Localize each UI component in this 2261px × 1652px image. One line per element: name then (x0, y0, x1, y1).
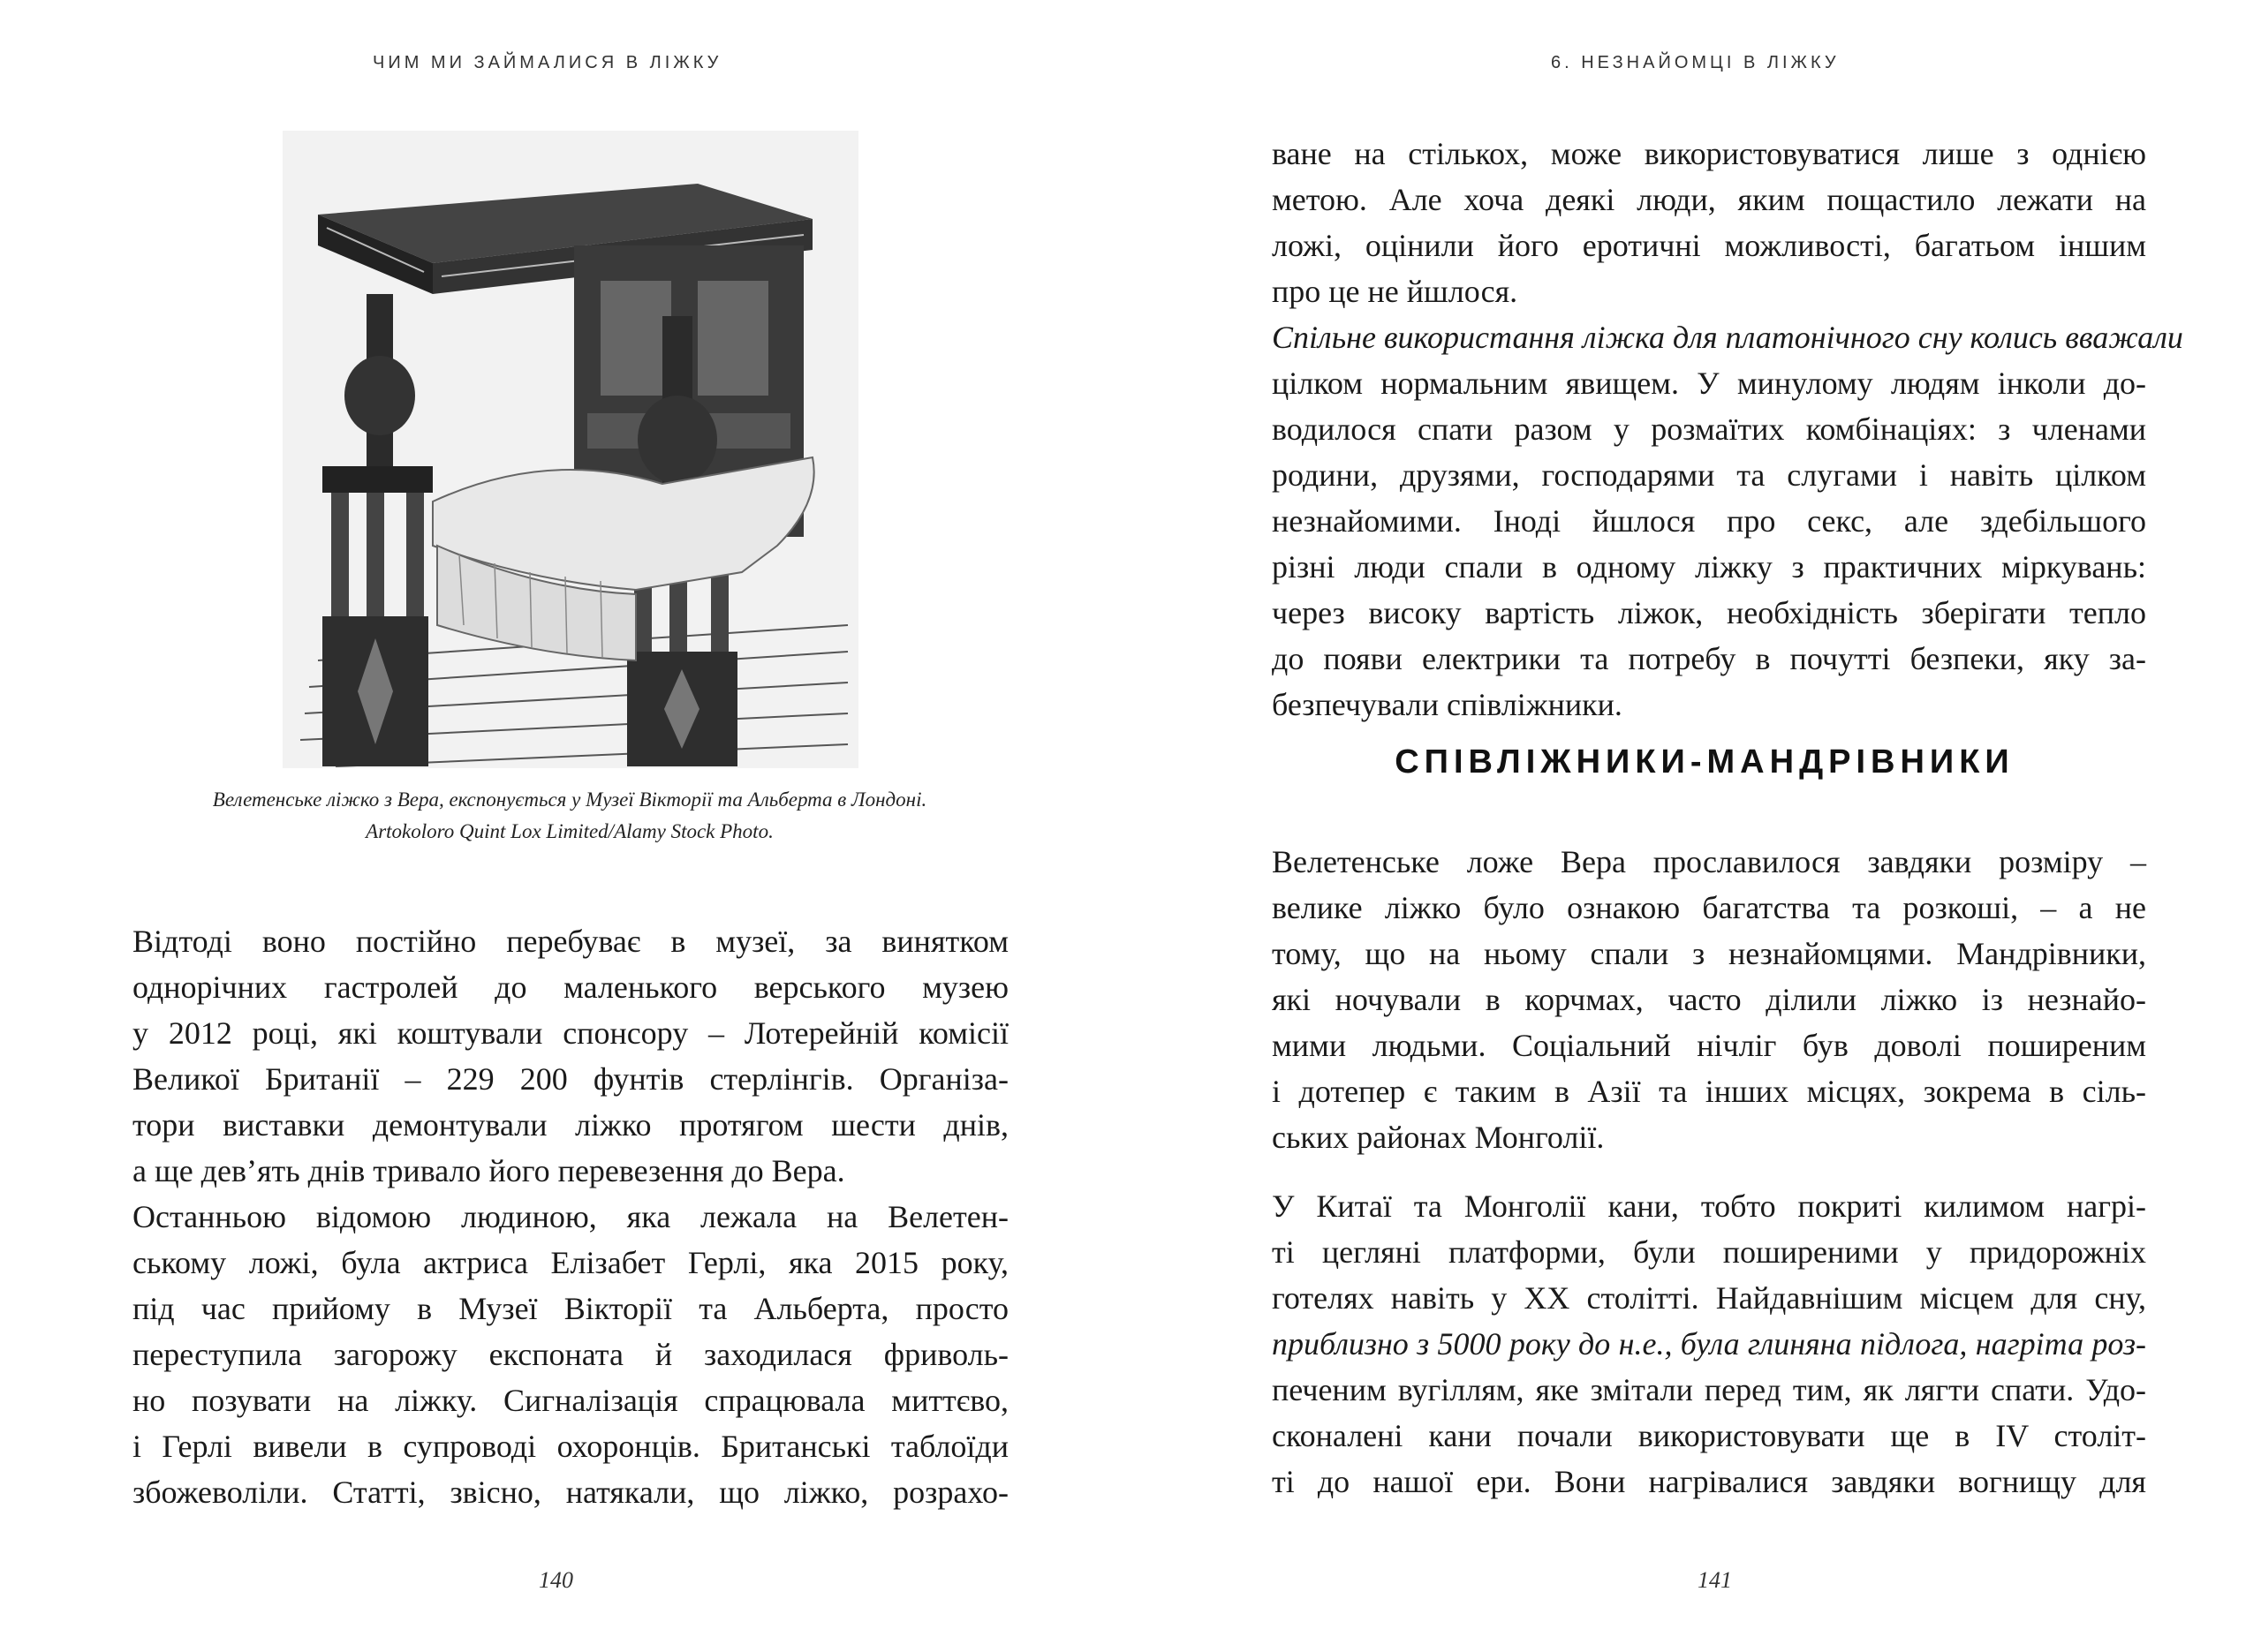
text-line: водилося спати разом у розмаїтих комбінаціях: з членами (1272, 411, 2146, 447)
paragraph (132, 1194, 1009, 1515)
text-line: ті до нашої ери. Вони нагрівалися завдяки вогнищу для (1272, 1464, 2146, 1499)
text-line: У Китаї та Монголії кани, тобто покриті килимом нагрі- (1272, 1188, 2146, 1224)
bed-illustration (283, 131, 858, 768)
text-line: різні люди спали в одному ліжку з практичних міркувань: (1272, 549, 2146, 585)
text-line: цілком нормальним явищем. У минулому людям інколи до- (1272, 366, 2146, 401)
text-line: незнайомими. Іноді йшлося про секс, але здебільшого (1272, 503, 2146, 539)
running-head-right: 6. НЕЗНАЙОМЦІ В ЛІЖКУ (1551, 53, 1840, 72)
text-line: і Герлі вивели в супроводі охоронців. Британські таблоїди (132, 1429, 1009, 1464)
text-line: ських районах Монголії. (1272, 1120, 1605, 1155)
running-head-left: ЧИМ МИ ЗАЙМАЛИСЯ В ЛІЖКУ (373, 53, 722, 72)
text-line-italic: Спільне використання ліжка для платонічного сну колись вважали (1272, 320, 2183, 355)
body-text-right-top (1272, 131, 2183, 728)
text-line: про це не йшлося. (1272, 274, 1518, 309)
text-line-mixed: готелях навіть у XX столітті. Найдавнішим місцем для сну, (1272, 1280, 2146, 1316)
text-line: родини, друзями, господарями та слугами і навіть цілком (1272, 457, 2146, 493)
text-line: однорічних гастролей до маленького верського музею (132, 969, 1009, 1005)
text-line: ване на стількох, може використовуватися лише з однією (1272, 136, 2146, 171)
page-number-left: 140 (539, 1567, 573, 1593)
paragraph (1272, 314, 2183, 728)
paragraph (1272, 131, 2146, 314)
text-line: ложі, оцінили його еротичні можливості, багатьом іншим (1272, 228, 2146, 263)
text-line: Велетенське ложе Вера прославилося завдяки розміру – (1272, 844, 2146, 879)
body-text-left (132, 918, 1009, 1515)
section-heading: СПІВЛІЖНИКИ-МАНДРІВНИКИ (1395, 743, 2015, 781)
text-line: тори виставки демонтували ліжко протягом шести днів, (132, 1107, 1009, 1143)
great-bed-engraving-icon (283, 131, 858, 768)
text-line-mixed: печеним вугіллям, яке змітали перед тим, як лягти спати. Удо- (1272, 1372, 2146, 1407)
text-line: Відтоді воно постійно перебуває в музеї, за винятком (132, 924, 1009, 959)
caption-line: Artokoloro Quint Lox Limited/Alamy Stock Photo. (366, 820, 774, 842)
text-line: Великої Британії – 229 200 фунтів стерлінгів. Організа- (132, 1061, 1009, 1097)
text-line: і дотепер є таким в Азії та інших місцях, зокрема в сіль- (1272, 1074, 2146, 1109)
text-line: які ночували в корчмах, часто ділили ліжко із незнайо- (1272, 982, 2146, 1017)
text-line: ському ложі, була актриса Елізабет Герлі, яка 2015 року, (132, 1245, 1009, 1280)
body-text-right-bottom (1272, 839, 2146, 1505)
text-line: сконалені кани почали використовувати ще в IV століт- (1272, 1418, 2146, 1453)
text-line: Останньою відомою людиною, яка лежала на Велетен- (132, 1199, 1009, 1234)
text-line: до появи електрики та потребу в почутті безпеки, яку за- (1272, 641, 2146, 676)
right-page (1130, 0, 2261, 1652)
text-line: тому, що на ньому спали з незнайомцями. Мандрівники, (1272, 936, 2146, 971)
caption-line: Велетенське ліжко з Вера, експонується у Музеї Вікторії та Альберта в Лондоні. (212, 788, 927, 811)
text-line: під час прийому в Музеї Вікторії та Альберта, просто (132, 1291, 1009, 1326)
text-line-italic: приблизно з 5000 року до н.е., була глиняна підлога, нагріта роз- (1272, 1326, 2146, 1362)
text-line: но позувати на ліжку. Сигналізація спрацювала миттєво, (132, 1383, 1009, 1418)
text-line: велике ліжко було ознакою багатства та розкоші, – а не (1272, 890, 2146, 925)
text-line: через високу вартість ліжок, необхідність зберігати тепло (1272, 595, 2146, 630)
text-line: переступила загорожу експоната й заходилася фриволь- (132, 1337, 1009, 1372)
text-line: метою. Але хоча деякі люди, яким пощастило лежати на (1272, 182, 2146, 217)
text-line: а ще дев’ять днів тривало його перевезення до Вера. (132, 1153, 845, 1188)
text-line: безпечували співліжники. (1272, 687, 1622, 722)
text-line: мими людьми. Соціальний нічліг був доволі поширеним (1272, 1028, 2146, 1063)
paragraph-gap (1272, 1160, 2146, 1183)
paragraph (1272, 1183, 2146, 1505)
paragraph (132, 918, 1009, 1194)
text-line: збожеволіли. Статті, звісно, натякали, що ліжко, розрахо- (132, 1475, 1009, 1510)
left-page (0, 0, 1130, 1652)
figure-caption (132, 784, 1007, 848)
page-number-right: 141 (1698, 1567, 1732, 1593)
paragraph (1272, 839, 2146, 1160)
text-line: у 2012 році, які коштували спонсору – Лотерейній комісії (132, 1015, 1009, 1051)
text-line: ті цегляні платформи, були поширеними у придорожніх (1272, 1234, 2146, 1270)
